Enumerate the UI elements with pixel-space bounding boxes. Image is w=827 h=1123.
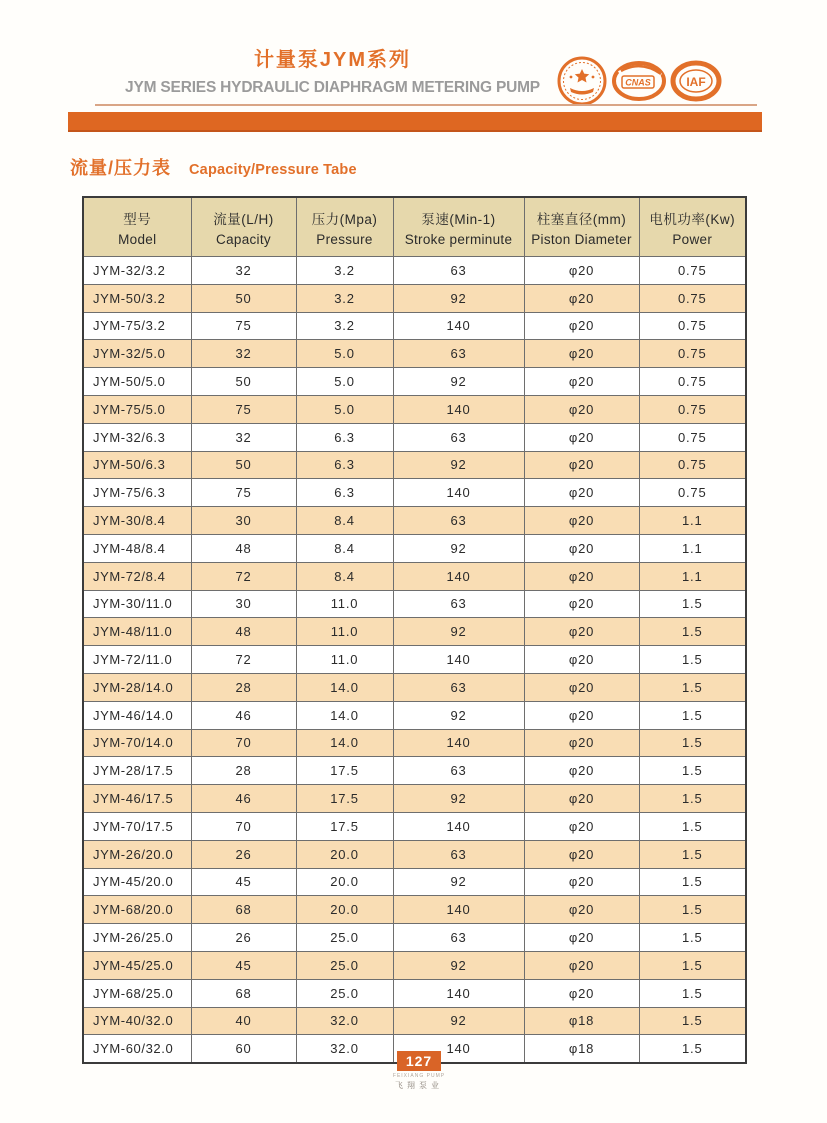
cell-pressure: 20.0 — [296, 840, 393, 868]
cell-piston: φ20 — [524, 284, 639, 312]
cell-power: 1.5 — [639, 868, 746, 896]
cell-stroke: 92 — [393, 618, 524, 646]
cell-capacity: 40 — [191, 1007, 296, 1035]
page-title-cn: 计量泵JYM系列 — [253, 49, 412, 71]
cell-capacity: 46 — [191, 785, 296, 813]
cell-model: JYM-75/6.3 — [83, 479, 191, 507]
table-row — [83, 590, 746, 618]
table-row — [83, 312, 746, 340]
cell-pressure: 14.0 — [296, 701, 393, 729]
cell-capacity: 46 — [191, 701, 296, 729]
cell-piston: φ20 — [524, 534, 639, 562]
cell-capacity: 50 — [191, 368, 296, 396]
iaf-logo-icon — [670, 59, 722, 108]
spec-table — [82, 196, 747, 1064]
cell-pressure: 14.0 — [296, 673, 393, 701]
cell-stroke: 92 — [393, 451, 524, 479]
cell-capacity: 30 — [191, 507, 296, 535]
cell-piston: φ20 — [524, 840, 639, 868]
cell-capacity: 32 — [191, 423, 296, 451]
cell-stroke: 92 — [393, 785, 524, 813]
table-row — [83, 507, 746, 535]
cell-power: 1.5 — [639, 590, 746, 618]
page-header — [70, 48, 595, 97]
table-row — [83, 257, 746, 285]
cell-model: JYM-26/25.0 — [83, 924, 191, 952]
cell-power: 1.5 — [639, 646, 746, 674]
cell-model: JYM-32/6.3 — [83, 423, 191, 451]
cell-stroke: 140 — [393, 562, 524, 590]
cell-power: 0.75 — [639, 395, 746, 423]
cell-capacity: 48 — [191, 534, 296, 562]
cell-power: 1.5 — [639, 896, 746, 924]
cell-capacity: 26 — [191, 924, 296, 952]
cell-stroke: 63 — [393, 757, 524, 785]
cell-power: 1.5 — [639, 840, 746, 868]
cell-piston: φ18 — [524, 1035, 639, 1063]
cell-model: JYM-45/20.0 — [83, 868, 191, 896]
cell-model: JYM-46/17.5 — [83, 785, 191, 813]
cell-capacity: 72 — [191, 562, 296, 590]
table-row — [83, 840, 746, 868]
cell-pressure: 6.3 — [296, 423, 393, 451]
cell-piston: φ20 — [524, 312, 639, 340]
cell-model: JYM-40/32.0 — [83, 1007, 191, 1035]
cell-capacity: 68 — [191, 979, 296, 1007]
table-row — [83, 562, 746, 590]
cell-power: 1.1 — [639, 507, 746, 535]
cell-pressure: 8.4 — [296, 534, 393, 562]
cell-model: JYM-50/3.2 — [83, 284, 191, 312]
cell-power: 1.5 — [639, 757, 746, 785]
cell-model: JYM-48/11.0 — [83, 618, 191, 646]
footer-brand — [359, 1073, 479, 1091]
cell-capacity: 32 — [191, 340, 296, 368]
cell-capacity: 45 — [191, 868, 296, 896]
certification-logos — [556, 56, 714, 110]
cell-model: JYM-72/11.0 — [83, 646, 191, 674]
header-rule-thick — [68, 112, 762, 132]
cell-piston: φ20 — [524, 423, 639, 451]
col-header-piston: 柱塞直径(mm) Piston Diameter — [524, 197, 639, 257]
cell-piston: φ20 — [524, 618, 639, 646]
cell-pressure: 5.0 — [296, 368, 393, 396]
col-header-capacity: 流量(L/H) Capacity — [191, 197, 296, 257]
cell-piston: φ20 — [524, 479, 639, 507]
cell-model: JYM-28/14.0 — [83, 673, 191, 701]
cell-capacity: 28 — [191, 757, 296, 785]
col-header-pressure: 压力(Mpa) Pressure — [296, 197, 393, 257]
cell-capacity: 70 — [191, 729, 296, 757]
table-row — [83, 868, 746, 896]
cell-stroke: 63 — [393, 840, 524, 868]
cell-pressure: 20.0 — [296, 868, 393, 896]
table-row — [83, 451, 746, 479]
cell-piston: φ20 — [524, 562, 639, 590]
cell-power: 1.5 — [639, 979, 746, 1007]
cell-pressure: 5.0 — [296, 395, 393, 423]
table-row — [83, 534, 746, 562]
cell-stroke: 63 — [393, 673, 524, 701]
cell-capacity: 48 — [191, 618, 296, 646]
cell-capacity: 68 — [191, 896, 296, 924]
cell-pressure: 6.3 — [296, 451, 393, 479]
cell-model: JYM-30/8.4 — [83, 507, 191, 535]
cell-pressure: 3.2 — [296, 284, 393, 312]
cell-power: 1.1 — [639, 534, 746, 562]
cell-power: 0.75 — [639, 368, 746, 396]
cell-capacity: 70 — [191, 812, 296, 840]
cell-capacity: 32 — [191, 257, 296, 285]
cell-piston: φ20 — [524, 646, 639, 674]
cell-power: 0.75 — [639, 340, 746, 368]
cell-model: JYM-60/32.0 — [83, 1035, 191, 1063]
cell-pressure: 5.0 — [296, 340, 393, 368]
cell-pressure: 17.5 — [296, 812, 393, 840]
cell-stroke: 140 — [393, 646, 524, 674]
table-row — [83, 701, 746, 729]
cell-model: JYM-46/14.0 — [83, 701, 191, 729]
cell-stroke: 92 — [393, 284, 524, 312]
cell-capacity: 30 — [191, 590, 296, 618]
cell-model: JYM-75/3.2 — [83, 312, 191, 340]
cell-power: 1.1 — [639, 562, 746, 590]
cell-stroke: 140 — [393, 979, 524, 1007]
col-header-model: 型号 Model — [83, 197, 191, 257]
cell-model: JYM-50/5.0 — [83, 368, 191, 396]
cell-pressure: 14.0 — [296, 729, 393, 757]
cell-pressure: 32.0 — [296, 1007, 393, 1035]
cell-capacity: 75 — [191, 479, 296, 507]
table-row — [83, 395, 746, 423]
cell-capacity: 60 — [191, 1035, 296, 1063]
table-row — [83, 951, 746, 979]
cell-power: 1.5 — [639, 701, 746, 729]
cell-piston: φ20 — [524, 395, 639, 423]
cell-model: JYM-75/5.0 — [83, 395, 191, 423]
cnas-logo-icon — [611, 59, 667, 108]
cell-stroke: 92 — [393, 534, 524, 562]
cell-power: 1.5 — [639, 785, 746, 813]
cell-power: 0.75 — [639, 257, 746, 285]
table-row — [83, 673, 746, 701]
cell-piston: φ20 — [524, 729, 639, 757]
cell-power: 1.5 — [639, 673, 746, 701]
cell-model: JYM-32/5.0 — [83, 340, 191, 368]
svg-text:IAF: IAF — [686, 74, 706, 89]
cell-power: 1.5 — [639, 924, 746, 952]
header-rule-thin — [95, 104, 757, 106]
cell-pressure: 11.0 — [296, 646, 393, 674]
cell-pressure: 20.0 — [296, 896, 393, 924]
cell-model: JYM-48/8.4 — [83, 534, 191, 562]
cell-stroke: 140 — [393, 312, 524, 340]
svg-text:CNAS: CNAS — [625, 77, 651, 87]
table-row — [83, 340, 746, 368]
cell-piston: φ20 — [524, 368, 639, 396]
cell-model: JYM-50/6.3 — [83, 451, 191, 479]
cell-piston: φ20 — [524, 812, 639, 840]
cell-capacity: 26 — [191, 840, 296, 868]
cell-power: 1.5 — [639, 951, 746, 979]
cell-stroke: 63 — [393, 257, 524, 285]
cell-pressure: 25.0 — [296, 979, 393, 1007]
cell-stroke: 63 — [393, 507, 524, 535]
page-title-en: JYM SERIES HYDRAULIC DIAPHRAGM METERING PUMP — [125, 79, 540, 96]
table-row — [83, 284, 746, 312]
cell-stroke: 92 — [393, 701, 524, 729]
cell-stroke: 92 — [393, 951, 524, 979]
cell-piston: φ20 — [524, 590, 639, 618]
cell-power: 1.5 — [639, 1035, 746, 1063]
cell-pressure: 25.0 — [296, 951, 393, 979]
table-row — [83, 757, 746, 785]
cell-piston: φ20 — [524, 451, 639, 479]
cell-pressure: 3.2 — [296, 312, 393, 340]
cell-piston: φ20 — [524, 757, 639, 785]
cell-power: 1.5 — [639, 729, 746, 757]
footer-brand-en: FEIXIANG PUMP — [392, 1073, 446, 1079]
col-header-power: 电机功率(Kw) Power — [639, 197, 746, 257]
cell-piston: φ20 — [524, 868, 639, 896]
cell-piston: φ20 — [524, 951, 639, 979]
table-row — [83, 479, 746, 507]
cell-power: 0.75 — [639, 423, 746, 451]
table-row — [83, 368, 746, 396]
cell-model: JYM-26/20.0 — [83, 840, 191, 868]
cell-capacity: 72 — [191, 646, 296, 674]
cell-model: JYM-68/25.0 — [83, 979, 191, 1007]
cell-stroke: 63 — [393, 340, 524, 368]
cell-piston: φ20 — [524, 340, 639, 368]
cell-stroke: 140 — [393, 812, 524, 840]
cell-pressure: 8.4 — [296, 562, 393, 590]
cell-stroke: 140 — [393, 1035, 524, 1063]
cell-pressure: 8.4 — [296, 507, 393, 535]
cell-pressure: 3.2 — [296, 257, 393, 285]
table-row — [83, 729, 746, 757]
cell-piston: φ18 — [524, 1007, 639, 1035]
cell-piston: φ20 — [524, 257, 639, 285]
cell-piston: φ20 — [524, 785, 639, 813]
section-title — [70, 154, 357, 180]
cell-pressure: 25.0 — [296, 924, 393, 952]
cell-power: 0.75 — [639, 451, 746, 479]
cell-model: JYM-68/20.0 — [83, 896, 191, 924]
section-title-en: Capacity/Pressure Tabe — [189, 162, 357, 178]
cell-stroke: 63 — [393, 924, 524, 952]
cell-capacity: 75 — [191, 395, 296, 423]
spec-table-body — [83, 257, 746, 1064]
table-row — [83, 646, 746, 674]
cell-stroke: 92 — [393, 1007, 524, 1035]
cell-stroke: 63 — [393, 423, 524, 451]
cell-pressure: 11.0 — [296, 590, 393, 618]
cell-power: 0.75 — [639, 479, 746, 507]
cell-capacity: 50 — [191, 284, 296, 312]
cell-piston: φ20 — [524, 507, 639, 535]
cell-power: 0.75 — [639, 312, 746, 340]
cert-seal-icon — [556, 55, 608, 112]
cell-stroke: 92 — [393, 368, 524, 396]
cell-piston: φ20 — [524, 924, 639, 952]
cell-pressure: 17.5 — [296, 785, 393, 813]
table-header-row — [83, 197, 746, 257]
footer-brand-cn: 飞翔泵业 — [395, 1081, 443, 1090]
cell-model: JYM-30/11.0 — [83, 590, 191, 618]
cell-model: JYM-45/25.0 — [83, 951, 191, 979]
cell-power: 1.5 — [639, 812, 746, 840]
cell-pressure: 11.0 — [296, 618, 393, 646]
cell-capacity: 28 — [191, 673, 296, 701]
cell-capacity: 75 — [191, 312, 296, 340]
table-row — [83, 812, 746, 840]
table-row — [83, 924, 746, 952]
cell-piston: φ20 — [524, 701, 639, 729]
cell-piston: φ20 — [524, 979, 639, 1007]
cell-capacity: 50 — [191, 451, 296, 479]
cell-model: JYM-72/8.4 — [83, 562, 191, 590]
table-row — [83, 896, 746, 924]
cell-model: JYM-70/17.5 — [83, 812, 191, 840]
table-row — [83, 979, 746, 1007]
cell-stroke: 92 — [393, 868, 524, 896]
cell-piston: φ20 — [524, 673, 639, 701]
cell-model: JYM-70/14.0 — [83, 729, 191, 757]
page-number-badge: 127 — [397, 1051, 441, 1071]
cell-stroke: 140 — [393, 395, 524, 423]
table-row — [83, 785, 746, 813]
cell-power: 0.75 — [639, 284, 746, 312]
table-row — [83, 618, 746, 646]
col-header-stroke: 泵速(Min-1) Stroke perminute — [393, 197, 524, 257]
cell-piston: φ20 — [524, 896, 639, 924]
cell-pressure: 6.3 — [296, 479, 393, 507]
cell-model: JYM-28/17.5 — [83, 757, 191, 785]
section-title-cn: 流量/压力表 — [70, 158, 172, 178]
cell-model: JYM-32/3.2 — [83, 257, 191, 285]
cell-capacity: 45 — [191, 951, 296, 979]
table-row — [83, 1007, 746, 1035]
cell-pressure: 17.5 — [296, 757, 393, 785]
cell-power: 1.5 — [639, 618, 746, 646]
cell-pressure: 32.0 — [296, 1035, 393, 1063]
cell-power: 1.5 — [639, 1007, 746, 1035]
cell-stroke: 140 — [393, 896, 524, 924]
table-row — [83, 423, 746, 451]
cell-stroke: 140 — [393, 729, 524, 757]
cell-stroke: 63 — [393, 590, 524, 618]
cell-stroke: 140 — [393, 479, 524, 507]
